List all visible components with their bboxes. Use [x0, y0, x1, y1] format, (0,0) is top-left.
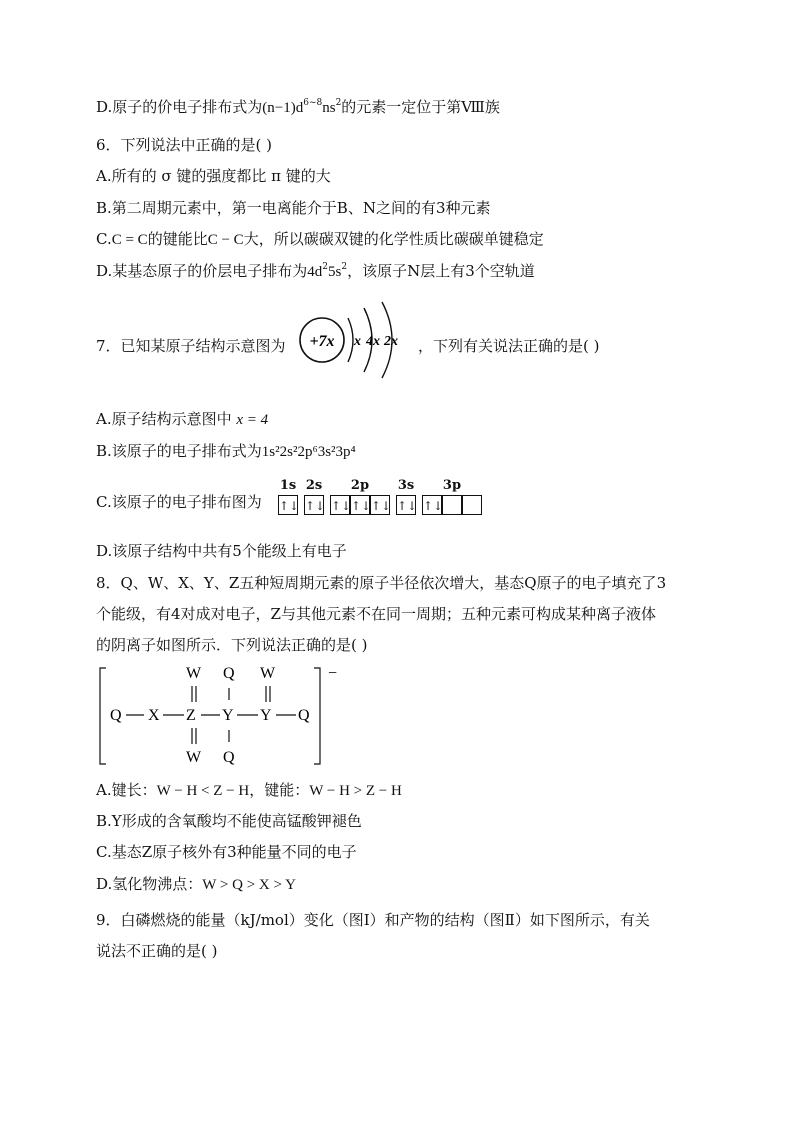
- q6-option-a: A.所有的 σ 键的强度都比 π 键的大: [96, 167, 331, 185]
- q6-d-pre: D.某基态原子的价层电子排布为: [96, 262, 308, 280]
- orbital-box: ↑↓: [422, 495, 442, 515]
- atom-w-top-y2: W: [260, 665, 276, 682]
- atom-w-bottom-z: W: [186, 749, 202, 766]
- q8-option-a: [96, 780, 402, 801]
- orbital-box: ↑↓: [370, 495, 390, 515]
- q6-d-sup-1: 2: [322, 262, 328, 272]
- q8-option-c: C.基态Z原子核外有3种能量不同的电子: [96, 843, 357, 861]
- q8-option-d: [96, 874, 296, 895]
- shell-2-count: 4x: [366, 334, 380, 349]
- q8-stem-1: 8．Q、W、X、Y、Z五种短周期元素的原子半径依次增大，基态Q原子的电子填充了3: [96, 574, 667, 592]
- shell-arc-1: [348, 318, 353, 362]
- q7-option-a: [96, 409, 268, 430]
- atom-q-top-y: Q: [223, 665, 235, 682]
- q6-stem: 6．下列说法中正确的是( ): [96, 136, 273, 154]
- q6-option-d: [96, 261, 535, 282]
- q7-option-d: D.该原子结构中共有5个能级上有电子: [96, 542, 347, 560]
- right-bracket: [314, 668, 320, 764]
- orbital-box: ↑↓: [396, 495, 416, 515]
- q6-c-formula-1: C = C: [111, 232, 148, 248]
- q7-b-formula: 1s²2s²2p⁶3s²3p⁴: [261, 444, 356, 460]
- q7-stem-post: ，下列有关说法正确的是( ): [418, 337, 600, 355]
- q7-c-pre: C.该原子的电子排布图为: [96, 493, 262, 511]
- orbital-group-2s: [304, 478, 324, 515]
- q8-a-pre: A.键长：: [96, 781, 157, 799]
- atom-q-bottom-y: Q: [223, 749, 235, 766]
- q7-a-pre: A.原子结构示意图中: [96, 410, 232, 428]
- q9-stem-1: 9．白磷燃烧的能量（kJ/mol）变化（图Ⅰ）和产物的结构（图Ⅱ）如下图所示，有关: [96, 911, 650, 929]
- orbital-box: ↑↓: [350, 495, 370, 515]
- q5-option-d: [96, 97, 500, 118]
- q7-b-pre: B.该原子的电子排布式为: [96, 442, 262, 460]
- left-bracket: [100, 668, 106, 764]
- orbital-box: ↑↓: [278, 495, 298, 515]
- orbital-box: ↑↓: [304, 495, 324, 515]
- q8-stem-3: 的阴离子如图所示．下列说法正确的是( ): [96, 636, 368, 654]
- q6-d-sup-2: 2: [341, 262, 348, 272]
- q8-a-mid: ，键能：: [249, 781, 310, 799]
- atom-y-1: Y: [222, 707, 234, 724]
- nucleus-label: +7x: [309, 333, 335, 350]
- atom-q-left: Q: [110, 707, 122, 724]
- orbital-diagram: [278, 478, 488, 515]
- orbital-group-3s: [396, 478, 416, 515]
- q7-option-c: [96, 492, 262, 512]
- q5-sup-2: 2: [335, 98, 342, 108]
- q6-d-formula-1: 4d: [307, 264, 323, 280]
- atom-y-2: Y: [260, 707, 272, 724]
- q5-sup-1: 6~8: [303, 98, 323, 108]
- orbital-group-3p: [422, 478, 482, 515]
- q5-formula-b: ns: [322, 100, 336, 116]
- orbital-group-2p: [330, 478, 390, 515]
- q8-d-formula: W > Q > X > Y: [202, 877, 296, 893]
- shell-3-count: 2x: [384, 334, 398, 349]
- q5-option-d-post: 的元素一定位于第Ⅷ族: [341, 98, 500, 116]
- q6-c-pre: C.: [96, 230, 112, 248]
- atom-x: X: [148, 707, 160, 724]
- orbital-box: [462, 495, 482, 515]
- q7-stem-pre: 7．已知某原子结构示意图为: [96, 337, 286, 355]
- q6-c-formula-2: C − C: [207, 232, 244, 248]
- anion-structure-diagram: [96, 660, 356, 770]
- atomic-structure-diagram: [296, 298, 416, 382]
- orbital-box: [442, 495, 462, 515]
- shell-1-count: x: [354, 334, 361, 349]
- orbital-label: 3p: [442, 478, 462, 493]
- q6-option-c: [96, 229, 544, 250]
- q6-d-formula-2: 5s: [328, 264, 342, 280]
- q8-a-formula-1: W − H < Z − H: [156, 783, 250, 799]
- orbital-label: 3s: [397, 478, 415, 493]
- q8-d-pre: D.氢化物沸点：: [96, 875, 203, 893]
- orbital-label: 1s: [279, 478, 297, 493]
- q9-stem-2: 说法不正确的是( ): [96, 942, 218, 960]
- orbital-group-1s: [278, 478, 298, 515]
- atom-q-right: Q: [298, 707, 310, 724]
- orbital-label: 2s: [305, 478, 323, 493]
- orbital-box: ↑↓: [330, 495, 350, 515]
- q8-stem-2: 个能级，有4对成对电子，Z与其他元素不在同一周期；五种元素可构成某种离子液体: [96, 605, 656, 623]
- atom-z: Z: [186, 707, 196, 724]
- q8-a-formula-2: W − H > Z − H: [309, 783, 402, 799]
- atom-w-top-z: W: [186, 665, 202, 682]
- q5-option-d-text: D.原子的价电子排布式为: [96, 98, 263, 116]
- q6-c-mid: 的键能比: [147, 230, 208, 248]
- q6-c-post: 大，所以碳碳双键的化学性质比碳碳单键稳定: [243, 230, 544, 248]
- q7-a-formula: x = 4: [236, 412, 269, 428]
- q5-formula-a: (n−1)d: [262, 100, 304, 116]
- q6-d-post: ，该原子N层上有3个空轨道: [347, 262, 535, 280]
- q6-option-b: B.第二周期元素中，第一电离能介于B、N之间的有3种元素: [96, 199, 491, 217]
- orbital-label: 2p: [350, 478, 370, 493]
- charge-label: −: [328, 665, 338, 682]
- q8-option-b: B.Y形成的含氧酸均不能使高锰酸钾褪色: [96, 812, 362, 830]
- q7-option-b: [96, 441, 356, 462]
